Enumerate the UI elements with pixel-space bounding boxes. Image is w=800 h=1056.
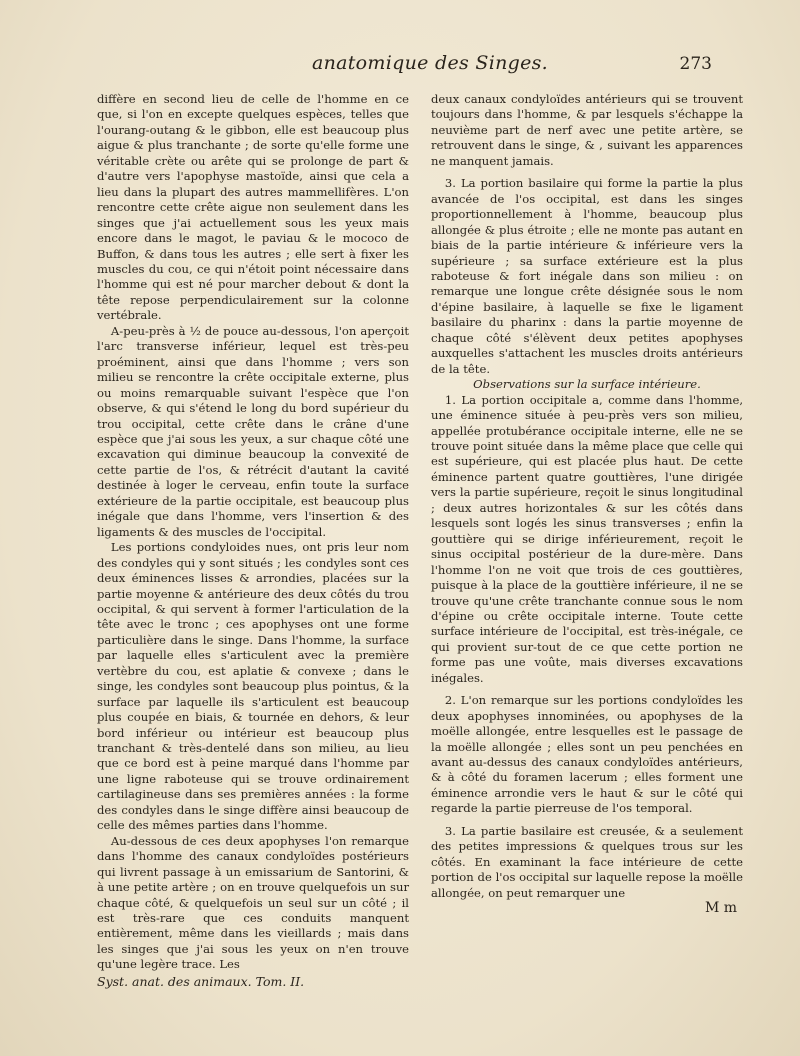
paragraph: 1. La portion occipitale a, comme dans l'homme, une éminence située à peu-près vers son milieu, appellée protubérance occipitale interne, elle ne se trouve point située dans la même place que celle qui est supérieure, qui est placée plus haut. De cette éminence partent quatre gouttières, l'une dirigée vers la partie supérieure, reçoit le sinus longitudinal ; deux autres horizontales & sur les côtés dans lesquels sont logés les sinus transverses ; enfin la gouttière qui se dirige inférieurement, reçoit le sinus occipital postérieur de la dure-mère. Dans l'homme l'on ne voit que trois de ces gouttières, puisque à la place de la gouttière inférieure, il ne se trouve qu'une crête tranchante connue sous le nom d'épine ou crête occipitale interne. Toute cette surface intérieure de l'occipital, est très-inégale, ce qui provient sur-tout de ce que cette portion ne forme pas une voûte, mais diverses excavations inégales. — [431, 392, 743, 685]
running-head: anatomique des Singes. — [311, 52, 549, 74]
paragraph: 3. La portion basilaire qui forme la partie la plus avancée de l'os occipital, est dans les singes proportionnellement à l'homme, beaucoup plus allongée & plus étroite ; elle ne monte pas autant en biais de la partie intérieure & inférieure vers la supérieure ; sa surface extérieure est la plus raboteuse & fort inégale dans son milieu : on remarque une longue crête désignée sous le nom d'épine basilaire, à laquelle se fixe le ligament basilaire du pharinx : dans la partie moyenne de chaque côté s'élèvent deux petites apophyses auxquelles s'attachent les muscles droits antérieurs de la tête. — [431, 176, 743, 376]
footer-signature: Syst. anat. des animaux. Tom. II. — [97, 973, 305, 989]
paragraph: deux canaux condyloïdes antérieurs qui se trouvent toujours dans l'homme, & par lesquels s'échappe la neuvième part de nerf avec une petite artère, se retrouvent dans le singe, & , suivant les apparences ne manquent jamais. — [431, 92, 743, 168]
paragraph: diffère en second lieu de celle de l'homme en ce que, si l'on en excepte quelques espèces, telles que l'ourang-outang & le gibbon, elle est beaucoup plus aigue & plus tranchante ; de sorte qu'elle forme une véritable crète ou arête qui se prolonge de part & d'autre vers l'apophyse mastoïde, ainsi que cela a lieu dans la plupart des autres mammellifères. L'on rencontre cette crête aigue non seulement dans les singes que j'ai actuellement sous les yeux mais encore dans le magot, le paviau & le mococo de Buffon, & dans tous les autres ; elle sert à fixer les muscles du cou, ce qui n'étoit point nécessaire dans l'homme qui est né pour marcher debout & dont la tête repose perpendiculairement sur la colonne vertébrale. — [97, 92, 409, 323]
section-title: Observations sur la surface intérieure. — [473, 377, 701, 392]
paragraph: Les portions condyloides nues, ont pris leur nom des condyles qui y sont situés ; les condyles sont ces deux éminences lisses & arrondies, placées sur la partie moyenne & antérieure des deux côtés du trou occipital, & qui servent à former l'articulation de la tête avec le tronc ; ces apophyses ont une forme particulière dans le singe. Dans l'homme, la surface par laquelle elles s'articulent avec la première vertèbre du cou, est aplatie & convexe ; dans le singe, les condyles sont beaucoup plus pointus, & la surface par laquelle ils s'articulent est beaucoup plus coupée en biais, & tournée en dehors, & leur bord inférieur ou intérieur est beaucoup plus tranchant & très-dentelé dans son milieu, au lieu que ce bord est à peine marqué dans l'homme par une ligne raboteuse qui se trouve ordinairement cartilagineuse dans ses premières années : la forme des condyles dans le singe diffère ainsi beaucoup de celle des mêmes parties dans l'homme. — [97, 540, 409, 833]
page-header — [0, 52, 800, 82]
paragraph: 3. La partie basilaire est creusée, & a seulement des petites impressions & quelques trous sur les côtés. En examinant la face intérieure de cette portion de l'os occipital sur laquelle repose la moëlle allongée, on peut remarquer une — [431, 823, 743, 900]
signature-mark: M m — [704, 900, 737, 917]
paragraph: Au-dessous de ces deux apophyses l'on remarque dans l'homme des canaux condyloïdes postérieurs qui livrent passage à un emissarium de Santorini, & à une petite artère ; on en trouve quelquefois un sur chaque côté, & quelquefois un seul sur un côté ; il est très-rare que ces conduits manquent entièrement, même dans les vieillards ; mais dans les singes que j'ai sous les yeux on n'en trouve qu'une legère trace. Les — [97, 833, 409, 972]
paragraph: 2. L'on remarque sur les portions condyloïdes les deux apophyses innominées, ou apophyses de la moëlle allongée, entre lesquelles est le passage de la moëlle allongée ; elles sont un peu penchées en avant au-dessus des canaux condyloïdes antérieurs, & à côté du foramen lacerum ; elles forment une éminence arrondie vers le haut & sur le côté qui regarde la partie pierreuse de l'os temporal. — [431, 693, 743, 816]
page-number: 273 — [679, 54, 712, 74]
right-column — [431, 92, 743, 917]
paragraph: A-peu-près à ½ de pouce au-dessous, l'on aperçoit l'arc transverse inférieur, lequel est très-peu proéminent, ainsi que dans l'homme ; vers son milieu se rencontre la crête occipitale externe, plus ou moins remarquable suivant l'espèce que l'on observe, & qui s'étend le long du bord supérieur du trou occipital, cette crête dans le crâne d'une espèce que j'ai sous les yeux, a sur chaque côté une excavation qui diminue beaucoup la convexité de cette partie de l'os, & rétrécit d'autant la cavité destinée à loger le cerveau, enfin toute la surface extérieure de la partie occipitale, est beaucoup plus inégale que dans l'homme, vers l'insertion & des ligaments & des muscles de l'occipital. — [97, 323, 409, 539]
left-column — [97, 92, 409, 989]
